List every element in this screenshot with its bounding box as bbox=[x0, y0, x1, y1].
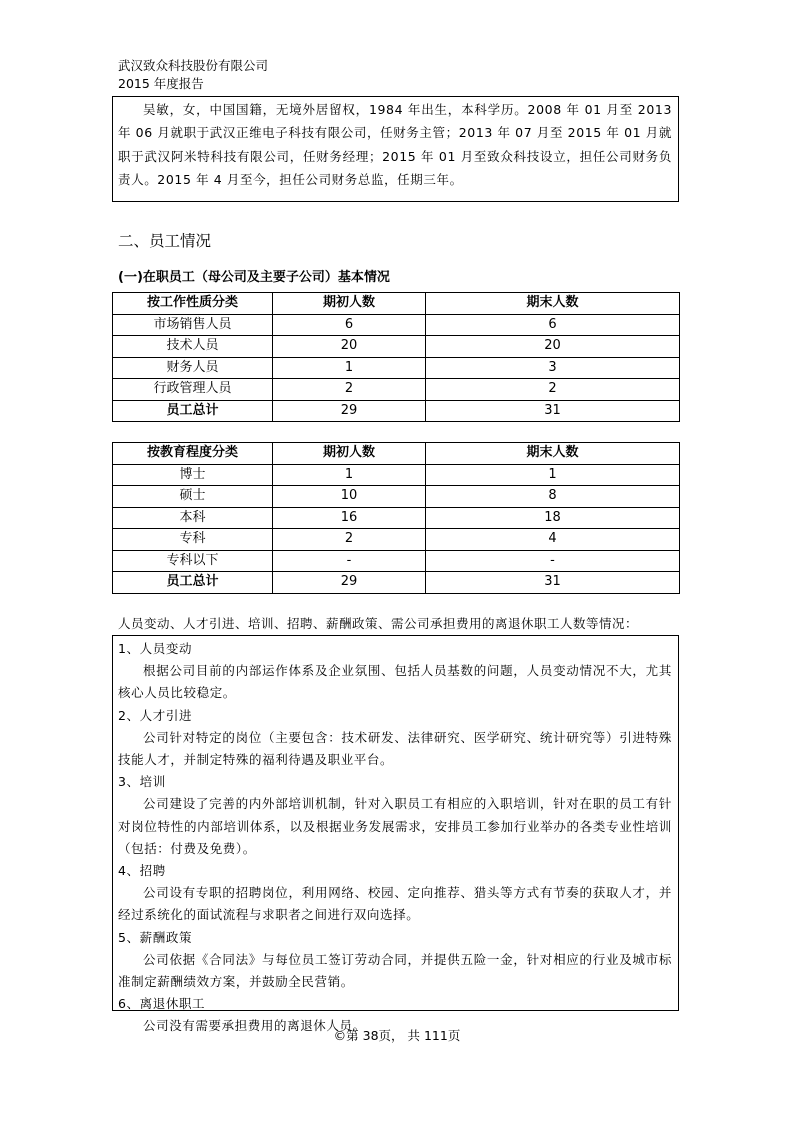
item-body: 公司设有专职的招聘岗位，利用网络、校园、定向推荐、猎头等方式有节奏的获取人才，并经过系统化的面试流程与求职者之间进行双向选择。 bbox=[118, 885, 672, 923]
cell: 2 bbox=[426, 379, 680, 401]
item-title: 6、离退休职工 bbox=[118, 996, 206, 1012]
cell: 20 bbox=[426, 336, 680, 358]
cell: 硕士 bbox=[113, 486, 273, 508]
table-total-row bbox=[113, 400, 680, 422]
cell: 6 bbox=[273, 314, 426, 336]
table-by-job-type bbox=[112, 292, 680, 422]
item-body: 公司没有需要承担费用的离退休人员。 bbox=[143, 1018, 366, 1034]
table-row bbox=[113, 336, 680, 358]
header-report: 2015 年度报告 bbox=[118, 76, 204, 91]
cell: 18 bbox=[426, 507, 680, 529]
item-title: 4、招聘 bbox=[118, 863, 166, 879]
bio-box bbox=[112, 96, 679, 202]
table-total-row bbox=[113, 572, 680, 594]
cell: 6 bbox=[426, 314, 680, 336]
cell: 1 bbox=[426, 464, 680, 486]
cell: 31 bbox=[426, 572, 680, 594]
cell: 8 bbox=[426, 486, 680, 508]
cell: 市场销售人员 bbox=[113, 314, 273, 336]
cell: 博士 bbox=[113, 464, 273, 486]
table-row bbox=[113, 507, 680, 529]
item-title: 1、人员变动 bbox=[118, 641, 193, 656]
header-cell: 期初人数 bbox=[273, 293, 426, 315]
page-footer: ©第 38页， 共 111页 bbox=[333, 1028, 461, 1043]
item-title: 5、薪酬政策 bbox=[118, 929, 193, 945]
table-row bbox=[113, 379, 680, 401]
cell: 技术人员 bbox=[113, 336, 273, 358]
cell: 2 bbox=[273, 379, 426, 401]
section-title: 二、员工情况 bbox=[118, 232, 212, 250]
cell: 16 bbox=[273, 507, 426, 529]
table-row bbox=[113, 550, 680, 572]
table-header-row bbox=[113, 293, 680, 315]
header-cell: 期末人数 bbox=[426, 443, 680, 465]
cell: 员工总计 bbox=[113, 572, 273, 594]
cell: 10 bbox=[273, 486, 426, 508]
cell: - bbox=[273, 550, 426, 572]
cell: 本科 bbox=[113, 507, 273, 529]
table-by-education bbox=[112, 442, 680, 594]
item-body: 公司建设了完善的内外部培训机制，针对入职员工有相应的入职培训，针对在职的员工有针对岗位特性的内部培训体系，以及根据业务发展需求，安排员工参加行业举办的各类专业性培训（包括：付费及免费）。 bbox=[118, 796, 672, 856]
cell: 财务人员 bbox=[113, 357, 273, 379]
table-row bbox=[113, 529, 680, 551]
item-title: 2、人才引进 bbox=[118, 707, 193, 723]
cell: 1 bbox=[273, 357, 426, 379]
bio-text: 吴敏，女，中国国籍，无境外居留权，1984 年出生，本科学历。2008 年 01 月至 2013 年 06 月就职于武汉正维电子科技有限公司，任财务主管；2013 年 07 月至 2015 年 01 月就职于武汉阿米特科技有限公司，任财务经理；2015 年 01 月至致众科技设立，担任公司财务负责人。2015 年 4 月至今，担任公司财务总监，任期三年。 bbox=[118, 102, 672, 187]
table-row bbox=[113, 314, 680, 336]
header-cell: 按教育程度分类 bbox=[113, 443, 273, 465]
intro-text: 人员变动、人才引进、培训、招聘、薪酬政策、需公司承担费用的离退休职工人数等情况： bbox=[118, 616, 639, 631]
table-header-row bbox=[113, 443, 680, 465]
item-title: 3、培训 bbox=[118, 774, 166, 790]
item-body: 公司依据《合同法》与每位员工签订劳动合同，并提供五险一金，针对相应的行业及城市标准制定薪酬绩效方案，并鼓励全民营销。 bbox=[118, 951, 672, 990]
cell: 29 bbox=[273, 400, 426, 422]
cell: 员工总计 bbox=[113, 400, 273, 422]
table-row bbox=[113, 464, 680, 486]
cell: 3 bbox=[426, 357, 680, 379]
item-body: 根据公司目前的内部运作体系及企业氛围、包括人员基数的问题，人员变动情况不大，尤其核心人员比较稳定。 bbox=[118, 663, 672, 701]
cell: 29 bbox=[273, 572, 426, 594]
table-row bbox=[113, 357, 680, 379]
header-cell: 期末人数 bbox=[426, 293, 680, 315]
table-row bbox=[113, 486, 680, 508]
cell: - bbox=[426, 550, 680, 572]
item-body: 公司针对特定的岗位（主要包含：技术研发、法律研究、医学研究、统计研究等）引进特殊技能人才，并制定特殊的福利待遇及职业平台。 bbox=[118, 729, 672, 768]
cell: 20 bbox=[273, 336, 426, 358]
cell: 4 bbox=[426, 529, 680, 551]
subsection-title: (一)在职员工（母公司及主要子公司）基本情况 bbox=[118, 270, 390, 285]
header-company: 武汉致众科技股份有限公司 bbox=[118, 58, 269, 73]
cell: 专科以下 bbox=[113, 550, 273, 572]
cell: 专科 bbox=[113, 529, 273, 551]
header-cell: 期初人数 bbox=[273, 443, 426, 465]
cell: 2 bbox=[273, 529, 426, 551]
cell: 31 bbox=[426, 400, 680, 422]
cell: 1 bbox=[273, 464, 426, 486]
header-cell: 按工作性质分类 bbox=[113, 293, 273, 315]
cell: 行政管理人员 bbox=[113, 379, 273, 401]
details-box bbox=[112, 635, 679, 1034]
